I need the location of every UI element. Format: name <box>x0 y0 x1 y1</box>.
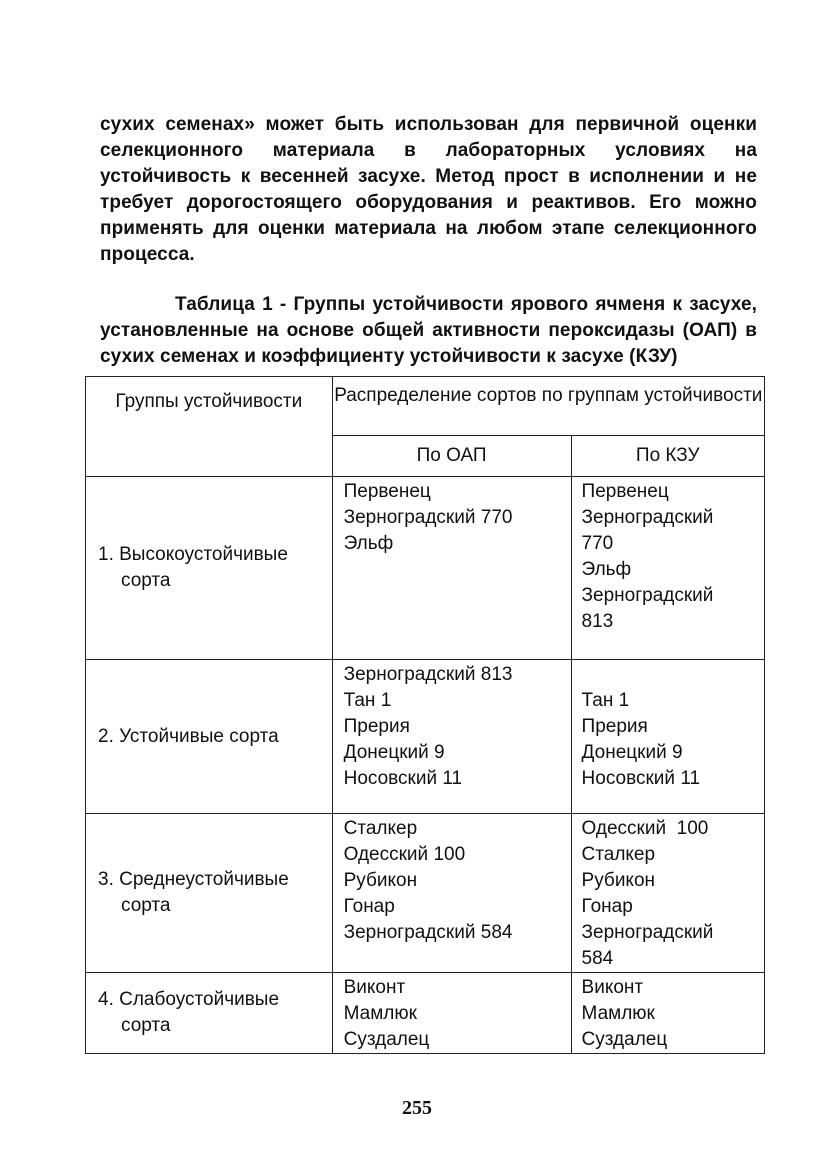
table-row <box>86 660 765 814</box>
header-distribution: Распределение сортов по группам устойчивости <box>332 377 764 436</box>
variety-item: Сталкер <box>581 844 656 865</box>
variety-item: Эльф <box>581 559 632 580</box>
table-row <box>86 973 765 1054</box>
drought-resistance-table <box>85 376 765 1054</box>
variety-item: Гонар <box>343 896 395 917</box>
group-cell <box>86 973 333 1054</box>
variety-item: Гонар <box>581 896 633 917</box>
table-row <box>86 477 765 660</box>
variety-item: Одесский 100 <box>581 818 709 839</box>
table-caption: Таблица 1 - Группы устойчивости ярового ячменя к засухе, установленные на основе общей активности пероксидазы (ОАП) в сухих семенах и коэффициенту устойчивости к засухе (КЗУ) <box>100 294 757 367</box>
variety-item: Одесский 100 <box>343 844 466 865</box>
kzu-cell <box>571 814 764 973</box>
group-label: 3. Среднеустойчивые сорта <box>98 869 289 916</box>
variety-item: Тан 1 <box>343 690 392 711</box>
variety-item: Зерноградский 813 <box>343 664 513 685</box>
oap-cell <box>332 973 571 1054</box>
group-label: 4. Слабоустойчивые сорта <box>98 989 280 1036</box>
variety-item: Носовский 11 <box>581 768 701 789</box>
variety-item <box>582 662 764 688</box>
header-oap: По ОАП <box>332 436 571 477</box>
header-kzu: По КЗУ <box>571 436 764 477</box>
variety-item: Сталкер <box>343 818 418 839</box>
variety-item: Носовский 11 <box>343 768 463 789</box>
variety-item: Виконт <box>343 977 406 998</box>
variety-item: Суздалец <box>581 1029 668 1050</box>
table-row <box>86 814 765 973</box>
variety-item: Суздалец <box>343 1029 430 1050</box>
oap-cell <box>332 814 571 973</box>
variety-item: Первенец <box>343 481 431 502</box>
group-cell <box>86 477 333 660</box>
page-number: 255 <box>402 1097 432 1119</box>
variety-item: Прерия <box>343 716 410 737</box>
variety-item: Зерноградский <box>581 507 714 528</box>
oap-cell <box>332 477 571 660</box>
variety-item: Мамлюк <box>581 1003 655 1024</box>
kzu-cell <box>571 477 764 660</box>
variety-item: Рубикон <box>343 870 418 891</box>
variety-item: Мамлюк <box>343 1003 417 1024</box>
variety-item: Тан 1 <box>581 690 630 711</box>
variety-item: Донецкий 9 <box>343 742 445 763</box>
group-label: 2. Устойчивые сорта <box>98 725 279 747</box>
variety-item: 584 <box>581 948 614 969</box>
oap-cell <box>332 660 571 814</box>
kzu-cell <box>571 973 764 1054</box>
group-label: 1. Высокоустойчивые сорта <box>98 544 288 591</box>
variety-item: Зерноградский 770 <box>343 507 513 528</box>
variety-item: Донецкий 9 <box>581 742 683 763</box>
variety-item: 813 <box>581 611 614 632</box>
variety-item: Зерноградский <box>581 922 714 943</box>
header-groups: Группы устойчивости <box>86 377 333 477</box>
kzu-cell <box>571 660 764 814</box>
variety-item: Эльф <box>343 533 394 554</box>
variety-item: Виконт <box>581 977 644 998</box>
variety-item: Первенец <box>581 481 669 502</box>
variety-item: Рубикон <box>581 870 656 891</box>
variety-item: Зерноградский <box>581 585 714 606</box>
variety-item: Прерия <box>581 716 648 737</box>
group-cell <box>86 814 333 973</box>
group-cell <box>86 660 333 814</box>
table-header-row <box>86 377 765 436</box>
variety-item: 770 <box>581 533 614 554</box>
intro-paragraph: сухих семенах» может быть использован для первичной оценки селекционного материала в лабораторных условиях на устойчивость к весенней засухе. Метод прост в исполнении и не требует дорогостоящего оборудования и реактивов. Его можно применять для оценки материала на любом этапе селекционного процесса. <box>100 114 757 265</box>
variety-item: Зерноградский 584 <box>343 922 513 943</box>
